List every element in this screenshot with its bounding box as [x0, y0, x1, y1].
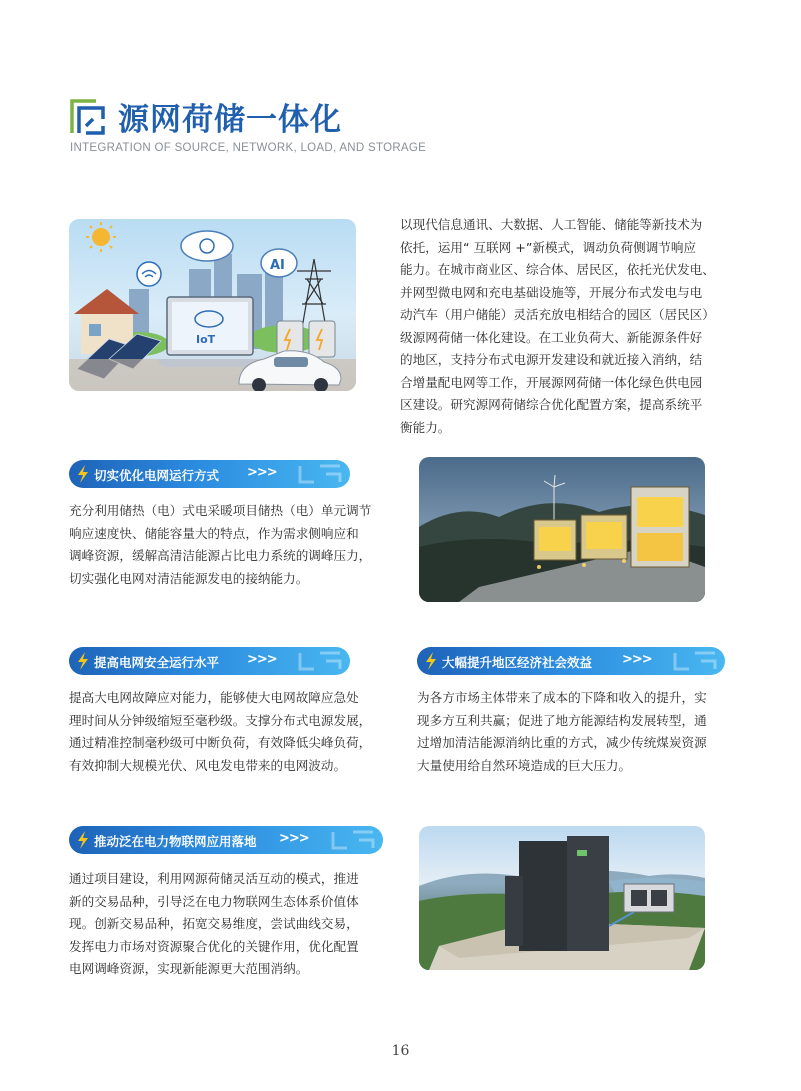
iot-label: IoT — [196, 333, 216, 346]
section-header-economic-benefit — [417, 647, 725, 675]
page-number: 16 — [391, 1043, 410, 1059]
logo-mark-icon — [70, 99, 106, 135]
section-paragraph: 通过项目建设，利用网源荷储灵活互动的模式，推进 新的交易品种，引导泛在电力物联网生态体系价值体 现。创新交易品种，拓宽交易维度，尝试曲线交易， 发挥电力市场对资源聚合优化的关键作用，优化配置 电网调峰资源，实现新能源更大范围消纳。 — [69, 871, 359, 976]
ai-label: AI — [270, 258, 285, 273]
section-paragraph: 充分利用储热（电）式电采暖项目储热（电）单元调节 响应速度快、储能容量大的特点，作为需求侧响应和 调峰资源，缓解高清洁能源占比电力系统的调峰压力， 切实强化电网对清洁能源发电的接纳能力。 — [69, 503, 372, 586]
chevron-right-icon: >>> — [279, 831, 309, 846]
energy-storage-photo-hilltop — [419, 826, 705, 970]
section-title: 大幅提升地区经济社会效益 — [442, 655, 593, 670]
section-title: 提高电网安全运行水平 — [94, 655, 220, 670]
section-header-iot-application — [69, 826, 383, 854]
chevron-right-icon: >>> — [247, 465, 277, 480]
decor-pattern-icon — [296, 649, 344, 673]
intro-paragraph: 以现代信息通讯、大数据、人工智能、储能等新技术为 依托，运用“ 互联网 +”新模式，调动负荷侧调节响应 能力。在城市商业区、综合体、居民区，依托光伏发电、 并网型微电网和充电基础设施等，开展分布式发电与电 动汽车（用户储能）灵活充放电相结合的园区（居民区） 级源网荷储一体化建设。在工业负荷大、新能源条件好 的地区，支持分布式电源开发建设和就近接入消纳，结 合增量配电网等工作，开展源网荷储一体化绿色供电园 区建设。研究源网荷储综合优化配置方案，提高系统平 衡能力。 — [400, 217, 715, 435]
chevron-right-icon: >>> — [247, 652, 277, 667]
decor-pattern-icon — [671, 649, 719, 673]
section-title: 切实优化电网运行方式 — [94, 468, 220, 483]
section-header-grid-operation — [69, 460, 350, 488]
section-paragraph: 为各方市场主体带来了成本的下降和收入的提升，实 现多方互利共赢；促进了地方能源结构发展转型，通 过增加清洁能源消纳比重的方式，减少传统煤炭资源 大量使用给自然环境造成的巨大压力。 — [417, 690, 707, 773]
page-subtitle: INTEGRATION OF SOURCE, NETWORK, LOAD, AND STORAGE — [70, 142, 427, 154]
page-title: 源网荷储一体化 — [118, 102, 342, 138]
chevron-right-icon: >>> — [622, 652, 652, 667]
energy-storage-photo-night — [419, 457, 705, 602]
section-title: 推动泛在电力物联网应用落地 — [94, 834, 257, 849]
decor-pattern-icon — [296, 462, 344, 486]
lightning-icon — [77, 831, 89, 849]
lightning-icon — [77, 652, 89, 670]
decor-pattern-icon — [329, 828, 377, 852]
lightning-icon — [425, 652, 437, 670]
lightning-icon — [77, 465, 89, 483]
smart-grid-illustration — [69, 219, 356, 391]
section-header-grid-safety — [69, 647, 350, 675]
section-paragraph: 提高大电网故障应对能力，能够使大电网故障应急处 理时间从分钟级缩短至毫秒级。支撑分布式电源发展， 通过精准控制毫秒级可中断负荷，有效降低尖峰负荷， 有效抑制大规模光伏、风电发电带来的电网波动。 — [69, 690, 372, 773]
